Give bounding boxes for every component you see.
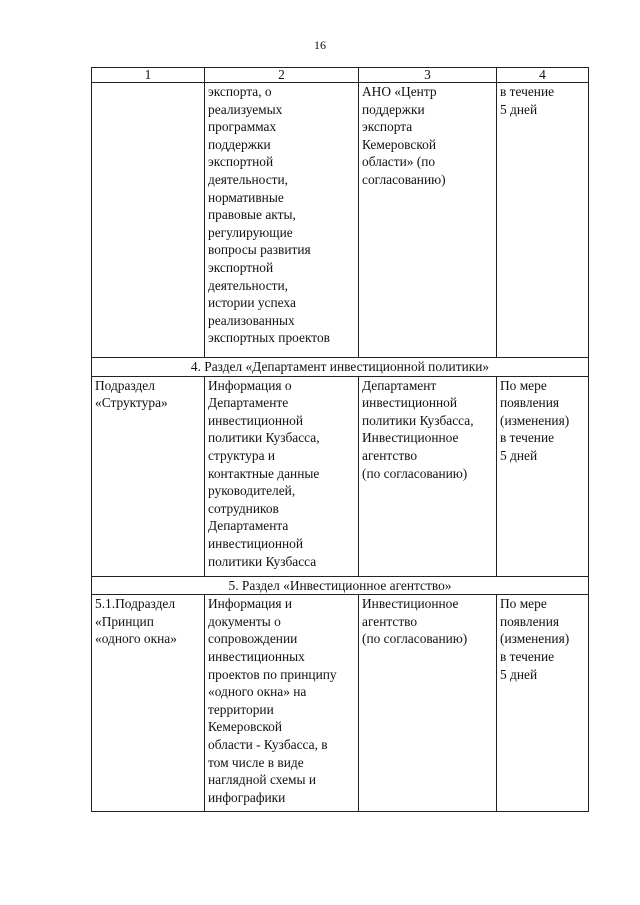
table-row	[92, 83, 589, 358]
deadline-cell: По мере появления (изменения) в течение 5 дней	[497, 595, 589, 812]
subsection-cell: Подраздел «Структура»	[92, 376, 205, 576]
section-heading-row	[92, 358, 589, 377]
content-cell: Информация и документы о сопровождении инвестиционных проектов по принципу «одного окна» на территории Кемеровской области - Кузбасса, в том числе в виде наглядной схемы и инфографики	[205, 595, 359, 812]
column-number-2: 2	[205, 68, 359, 83]
section-heading: 4. Раздел «Департамент инвестиционной политики»	[92, 358, 589, 377]
deadline-cell: в течение 5 дней	[497, 83, 589, 358]
section-heading: 5. Раздел «Инвестиционное агентство»	[92, 576, 589, 595]
content-cell: экспорта, о реализуемых программах поддержки экспортной деятельности, нормативные правовые акты, регулирующие вопросы развития экспортной деятельности, истории успеха реализованных экспортных проектов	[205, 83, 359, 358]
deadline-cell: По мере появления (изменения) в течение 5 дней	[497, 376, 589, 576]
table-row	[92, 376, 589, 576]
table-header-row	[92, 68, 589, 83]
subsection-cell	[92, 83, 205, 358]
page-number: 16	[314, 38, 326, 52]
column-number-4: 4	[497, 68, 589, 83]
column-number-1: 1	[92, 68, 205, 83]
responsible-cell: Департамент инвестиционной политики Кузбасса, Инвестиционное агентство (по согласованию)	[359, 376, 497, 576]
responsible-cell: АНО «Центр поддержки экспорта Кемеровской области» (по согласованию)	[359, 83, 497, 358]
content-cell: Информация о Департаменте инвестиционной политики Кузбасса, структура и контактные данные руководителей, сотрудников Департамента инвестиционной политики Кузбасса	[205, 376, 359, 576]
responsible-cell: Инвестиционное агентство (по согласованию)	[359, 595, 497, 812]
column-number-3: 3	[359, 68, 497, 83]
table-row	[92, 595, 589, 812]
subsection-cell: 5.1.Подраздел «Принцип «одного окна»	[92, 595, 205, 812]
section-heading-row	[92, 576, 589, 595]
document-table	[91, 67, 589, 812]
